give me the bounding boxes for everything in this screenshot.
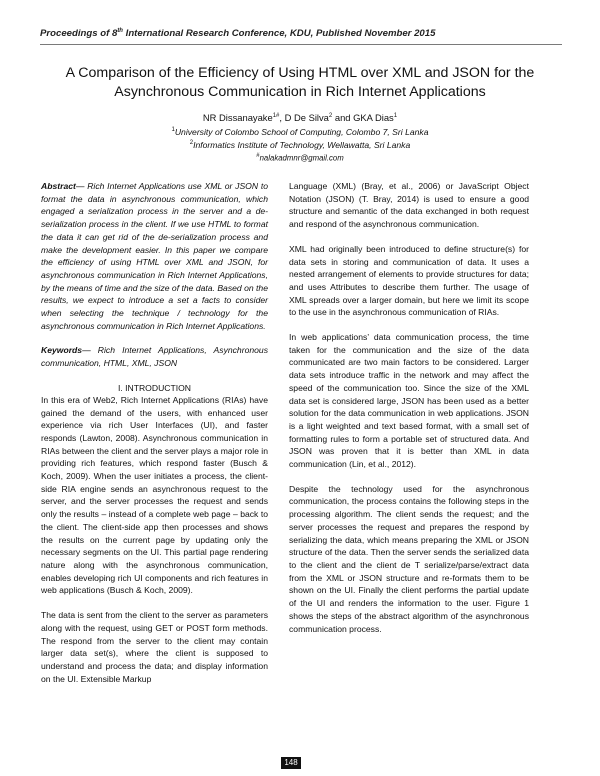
left-paragraph-1: In this era of Web2, Rich Internet Applications (RIAs) have gained the demand of the users, with enhanced user experience via rich User Interfaces (UI), and faster responds (Lawton, 2008). Asynchronous communication in RIAs between the client and the server plays a major role in providing rich features, which respond faster (Busch & Koch, 2009). When the user initiates a process, the client-side RIA engine sends an asynchronous request to the server, and the server processes the request and sends only the results – instead of a complete web page – back to the client. The client-side app then processes and shows the results on the current page by updating only the necessary segments on the UI. This partial page rendering nature along with the asynchronous communication, enables developing rich UI components and rich features in web applications (Busch & Koch, 2009). [41, 394, 268, 596]
affiliation-2-sup: 2 [189, 140, 194, 146]
running-head-sup: th [117, 28, 123, 34]
author-line [50, 110, 550, 124]
left-column [41, 180, 268, 697]
right-paragraph-3: In web applications’ data communication process, the time taken for the communication and the size of the data communicated are two main factors to be considered. Larger data sets introduce traffic in the network and may affect the speed of the communication too. Since the size of the XML data set is considered large, JSON has been used as a better solution for the data communication in web applications. JSON is a light weighted and text based format, with a small set of formatting rules to form a portable set of structured data. And JSON was proven that it is better than XML in data communication (Lin, et al., 2012). [289, 332, 529, 470]
affiliation-1-text: University of Colombo School of Computing, Colombo 7, Sri Lanka [174, 126, 429, 137]
right-paragraph-4: Despite the technology used for the asynchronous communication, the process contains the following steps in the processing algorithm. The client sends the request; and the server processes the request and prepares the respond by serializing the data, which means preparing the XML or JSON structure of the data. Then the server sends the serialized data to the client and the client de T serialize/parse/extract data from the XML or JSON structure and re-formats them to be shown on the UI. Finally the client performs the partial update of the UI and renders the information to the user. Figure 1 shows the steps of the abstract algorithm of the asynchronous communication process. [289, 483, 529, 634]
running-head [40, 28, 570, 39]
author-3: and GKA Dias [332, 112, 394, 124]
paper-title: A Comparison of the Efficiency of Using HTML over XML and JSON for the Asynchronous Communication in Rich Internet Applications [65, 65, 535, 100]
affiliation-1 [50, 124, 550, 138]
keywords-label: Keywords [41, 345, 83, 356]
left-paragraph-2: The data is sent from the client to the server as parameters along with the request, using GET or POST form methods. The respond from the server to the client may contain larger data set(s), where the client is supposed to understand and process the data; and display information on the UI. Extensible Markup [41, 610, 268, 684]
author-3-sup: 1 [393, 113, 398, 119]
right-paragraph-2: XML had originally been introduced to define structure(s) for data sets in storing and communication of data. It uses a nested arrangement of elements to provide structures for data; and uses Attributes to describe them further. The usage of XML spreads over a larger domain, but here we limit its scope to the use in the asynchronous communication of RIAs. [289, 243, 529, 318]
email-text: nalakadmnr@gmail.com [259, 153, 344, 163]
author-1: NR Dissanayake [202, 112, 273, 124]
running-head-prefix: Proceedings of 8 [40, 28, 118, 40]
page-number: 148 [281, 757, 301, 769]
affiliation-1-sup: 1 [171, 127, 175, 133]
email [50, 150, 550, 165]
email-sup: # [256, 153, 260, 159]
right-column [289, 180, 529, 647]
right-paragraph-1: Language (XML) (Bray, et al., 2006) or JavaScript Object Notation (JSON) (T. Bray, 2014) is used to ensure a good structure and semantic of the data exchanged in both request and respond of the asynchronous communication. [289, 181, 529, 230]
affiliation-2 [50, 137, 550, 151]
author-1-sup: 1# [272, 113, 280, 119]
author-2: , D De Silva [279, 112, 329, 124]
abstract-text: — Rich Internet Applications use XML or JSON to format the data in asynchronous communication, which engaged a serialization process in the server and a de-serialization process in the client. If we use HTML to format the data it can get rid of the de-serialization process and make the development easier. In this paper we compare the efficiency of using HTML over XML and JSON, for asynchronous communication in Rich Internet Applications, by the means of time and the size of the data. Based on the results, we expect to introduce a set a facts to consider when selecting the technique / technology for the asynchronous communication in Rich Internet Applications. [41, 181, 268, 331]
keywords [41, 344, 268, 369]
keywords-text: — Rich Internet Applications, Asynchronous communication, HTML, XML, JSON [41, 345, 268, 369]
abstract [41, 180, 268, 332]
affiliation-2-text: Informatics Institute of Technology, Wellawatta, Sri Lanka [193, 139, 411, 150]
header-rule [40, 44, 562, 45]
abstract-label: Abstract [41, 181, 76, 191]
section-heading-introduction: I. INTRODUCTION [117, 382, 192, 393]
author-2-sup: 2 [328, 113, 333, 119]
running-head-suffix: International Research Conference, KDU, Published November 2015 [122, 28, 436, 40]
